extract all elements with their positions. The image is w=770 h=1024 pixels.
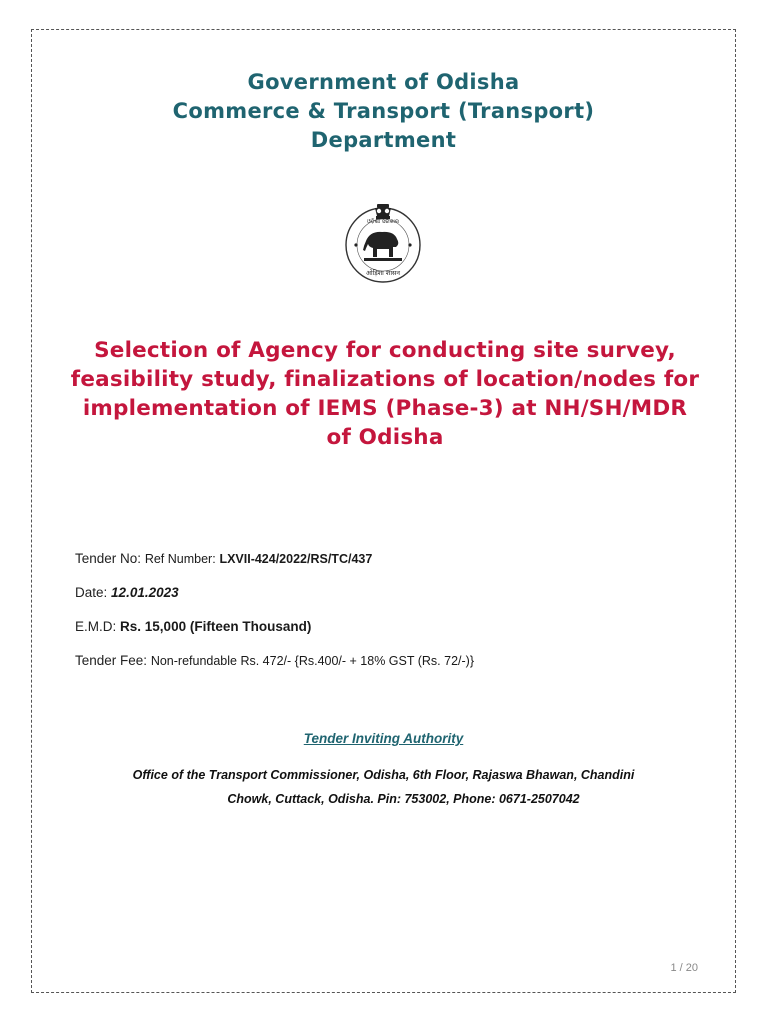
header-line-1: Government of Odisha <box>247 70 520 94</box>
title-line-1: Selection of Agency for conducting site survey, <box>94 338 676 363</box>
date-row <box>75 582 715 616</box>
page-border <box>31 29 736 993</box>
department-header <box>31 68 736 155</box>
header-line-2: Commerce & Transport (Transport) <box>172 99 595 123</box>
office-address <box>31 763 736 811</box>
tender-no-label: Tender No: <box>75 551 142 566</box>
tender-fee-value: Non-refundable Rs. 472/- {Rs.400/- + 18% GST (Rs. 72/-)} <box>150 654 474 668</box>
office-address-line-2: Chowk, Cuttack, Odisha. Pin: 753002, Phone: 0671-2507042 <box>227 792 580 806</box>
date-value: 12.01.2023 <box>111 585 179 600</box>
title-line-3: implementation of IEMS (Phase-3) at NH/SH/MDR <box>82 396 688 421</box>
odisha-government-emblem-icon <box>342 197 424 289</box>
tender-details <box>75 548 715 684</box>
tender-fee-row <box>75 650 715 684</box>
tender-inviting-authority-heading: Tender Inviting Authority <box>303 731 464 746</box>
emblem-text-top: ଓଡ଼ିଶା ସରକାର <box>366 219 400 225</box>
emd-value: Rs. 15,000 (Fifteen Thousand) <box>120 619 312 634</box>
office-address-line-1: Office of the Transport Commissioner, Odisha, 6th Floor, Rajaswa Bhawan, Chandini <box>132 768 635 782</box>
date-label: Date: <box>75 585 108 600</box>
tender-no-row <box>75 548 715 582</box>
page-number: 1 / 20 <box>670 962 698 974</box>
emd-label: E.M.D: <box>75 619 117 634</box>
title-line-4: of Odisha <box>326 425 444 450</box>
emblem-text-bottom: ओड़िशा शासन <box>365 269 401 277</box>
tender-fee-label: Tender Fee: <box>75 653 148 668</box>
tender-no-value: LXVII-424/2022/RS/TC/437 <box>219 552 373 566</box>
emd-row <box>75 616 715 650</box>
tender-no-prefix: Ref Number: <box>144 552 216 566</box>
header-line-3: Department <box>310 128 457 152</box>
title-line-2: feasibility study, finalizations of location/nodes for <box>70 367 700 392</box>
tender-title <box>40 336 730 452</box>
